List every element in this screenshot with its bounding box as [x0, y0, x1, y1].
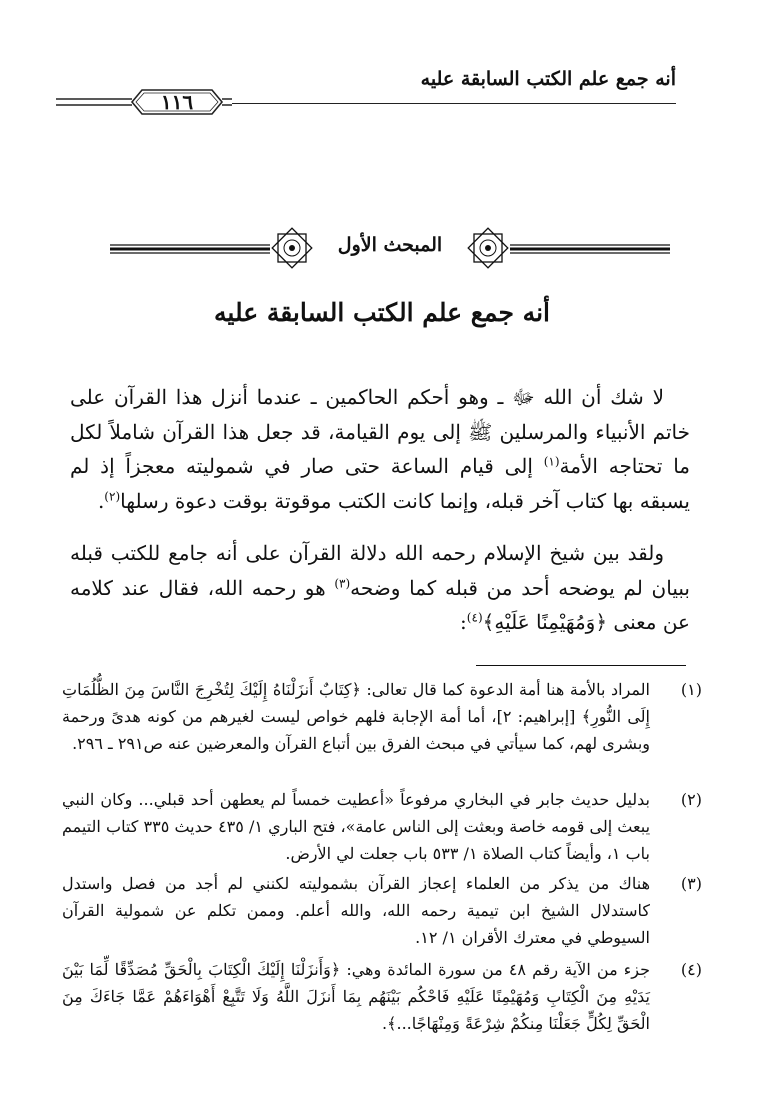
paragraph-1-end: .	[97, 488, 105, 513]
body-paragraph-1	[70, 380, 690, 518]
running-title: أنه جمع علم الكتب السابقة عليه	[420, 68, 676, 90]
footnote-text: هناك من يذكر من العلماء إعجاز القرآن بشموليته لكنني لم أجد من فصل واستدل كاستدلال الشيخ ابن تيمية رحمه الله، والله أعلم. وممن تكلم عن شمولية القرآن السيوطي في معترك الأقران ١/ ١٢.	[62, 874, 650, 947]
footnote-text: المراد بالأمة هنا أمة الدعوة كما قال تعالى: ﴿كِتَابٌ أَنزَلْنَاهُ إِلَيْكَ لِتُخْرِجَ النَّاسَ مِنَ الظُّلُمَاتِ إِلَى النُّورِ﴾ [إبراهيم: ٢]، أما أمة الإجابة فلهم خواص ليست لغيرهم من كونه هدىً ورحمة وبشرى لهم، كما سيأتي في مبحث الفرق بين أتباع القرآن والمعرضين عنه ص٢٩١ ـ ٢٩٦.	[62, 680, 650, 753]
footnote	[62, 870, 702, 951]
footnote-ref-1: (١)	[543, 454, 560, 469]
paragraph-1-text: لا شك أن الله ﷻ ـ وهو أحكم الحاكمين ـ عندما أنزل هذا القرآن على خاتم الأنبياء والمرسلين ﷺ إلى يوم القيامة، قد جعل هذا القرآن شاملاً لكل ما تحتاجه الأمة	[70, 385, 690, 478]
section-label: المبحث الأول	[337, 234, 443, 256]
paragraph-2-end: :	[460, 610, 467, 634]
paragraph-2-text: ولقد بين شيخ الإسلام رحمه الله دلالة القرآن على أنه جامع للكتب قبله ببيان لم يوضحه أحد من قبله كما وضحه	[70, 541, 690, 600]
footnote-ref-2: (٢)	[104, 488, 121, 503]
paragraph-1-text-cont: إلى قيام الساعة حتى صار في شموليته معجزاً إذ لم يسبقه بها كتاب آخر قبله، وإنما كانت الكتب موقوتة بوقت دعوة رسلها	[70, 454, 690, 513]
footnote	[62, 956, 702, 1037]
footnote-text: جزء من الآية رقم ٤٨ من سورة المائدة وهي: ﴿وَأَنزَلْنَا إِلَيْكَ الْكِتَابَ بِالْحَقِّ مُصَدِّقًا لِّمَا بَيْنَ يَدَيْهِ مِنَ الْكِتَابِ وَمُهَيْمِنًا عَلَيْهِ فَاحْكُم بَيْنَهُم بِمَا أَنزَلَ اللَّهُ وَلَا تَتَّبِعْ أَهْوَاءَهُمْ عَمَّا جَاءَكَ مِنَ الْحَقِّ لِكُلٍّ جَعَلْنَا مِنكُمْ شِرْعَةً وَمِنْهَاجًا...﴾.	[62, 960, 651, 1033]
section-title: أنه جمع علم الكتب السابقة عليه	[214, 298, 550, 327]
paragraph-2-text-cont: هو رحمه الله، فقال عند كلامه عن معنى ﴿وَمُهَيْمِنًا عَلَيْهِ﴾	[70, 575, 690, 634]
section-banner	[110, 226, 670, 270]
footnote-number: (٣)	[680, 874, 702, 893]
footnote	[62, 786, 702, 867]
footnote-ref-3: (٣)	[334, 575, 351, 590]
footnote-separator	[476, 665, 686, 666]
page-number: ١١٦	[160, 90, 194, 114]
header-rule	[232, 103, 676, 104]
footnote	[62, 676, 702, 757]
footnote-ref-4: (٤)	[466, 610, 483, 625]
body-paragraph-2	[70, 536, 690, 640]
footnote-number: (١)	[680, 680, 702, 699]
footnote-number: (٢)	[680, 790, 702, 809]
footnote-number: (٤)	[680, 960, 702, 979]
footnote-text: بدليل حديث جابر في البخاري مرفوعاً «أعطيت خمساً لم يعطهن أحد قبلي... وكان النبي يبعث إلى قومه خاصة وبعثت إلى الناس عامة»، فتح الباري ١/ ٤٣٥ حديث ٣٣٥ كتاب التيمم باب ١، وأيضاً كتاب الصلاة ١/ ٥٣٣ باب جعلت لي الأرض.	[62, 790, 651, 863]
page-number-ornament	[52, 86, 232, 120]
